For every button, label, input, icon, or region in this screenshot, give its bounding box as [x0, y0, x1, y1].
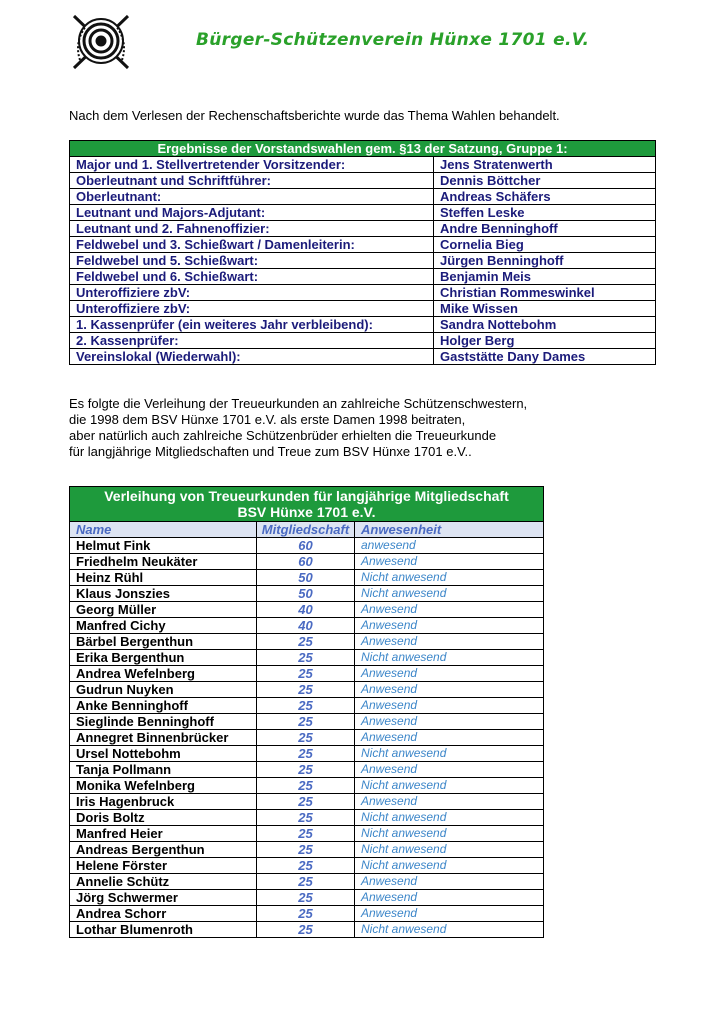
honors-table-row	[70, 602, 544, 618]
board-table-row	[70, 317, 656, 333]
honors-table-row	[70, 682, 544, 698]
member-name: Bärbel Bergenthun	[70, 634, 257, 650]
honors-table-row	[70, 698, 544, 714]
member-name: Manfred Heier	[70, 826, 257, 842]
member-name: Lothar Blumenroth	[70, 922, 257, 938]
membership-years: 40	[257, 618, 355, 634]
board-person: Jürgen Benninghoff	[434, 253, 656, 269]
board-table-row	[70, 285, 656, 301]
board-person: Mike Wissen	[434, 301, 656, 317]
attendance-status: Anwesend	[355, 602, 544, 618]
board-table-row	[70, 189, 656, 205]
member-name: Jörg Schwermer	[70, 890, 257, 906]
membership-years: 50	[257, 570, 355, 586]
honors-table-row	[70, 778, 544, 794]
board-person: Christian Rommeswinkel	[434, 285, 656, 301]
attendance-status: Anwesend	[355, 906, 544, 922]
membership-years: 25	[257, 682, 355, 698]
board-role: Oberleutnant:	[70, 189, 434, 205]
membership-years: 25	[257, 794, 355, 810]
honors-table-row	[70, 762, 544, 778]
honors-table-row	[70, 810, 544, 826]
attendance-status: Anwesend	[355, 618, 544, 634]
membership-years: 60	[257, 538, 355, 554]
board-table-row	[70, 173, 656, 189]
member-name: Andrea Schorr	[70, 906, 257, 922]
board-role: Oberleutnant und Schriftführer:	[70, 173, 434, 189]
member-name: Ursel Nottebohm	[70, 746, 257, 762]
honors-table-title	[70, 487, 544, 522]
board-table-header	[70, 141, 656, 157]
membership-years: 25	[257, 922, 355, 938]
attendance-status: Nicht anwesend	[355, 810, 544, 826]
member-name: Tanja Pollmann	[70, 762, 257, 778]
second-text-line: die 1998 dem BSV Hünxe 1701 e.V. als erste Damen 1998 beitraten,	[69, 412, 466, 427]
attendance-status: Anwesend	[355, 554, 544, 570]
column-header-attendance: Anwesenheit	[355, 522, 544, 538]
honors-column-headers	[70, 522, 544, 538]
attendance-status: Nicht anwesend	[355, 826, 544, 842]
second-text-line: Es folgte die Verleihung der Treueurkunden an zahlreiche Schützenschwestern,	[69, 396, 528, 411]
member-name: Anke Benninghoff	[70, 698, 257, 714]
attendance-status: Nicht anwesend	[355, 858, 544, 874]
honors-table-row	[70, 890, 544, 906]
attendance-status: Nicht anwesend	[355, 570, 544, 586]
attendance-status: Anwesend	[355, 794, 544, 810]
board-person: Holger Berg	[434, 333, 656, 349]
attendance-status: Anwesend	[355, 714, 544, 730]
member-name: Manfred Cichy	[70, 618, 257, 634]
board-role: Feldwebel und 5. Schießwart:	[70, 253, 434, 269]
board-person: Sandra Nottebohm	[434, 317, 656, 333]
board-role: 2. Kassenprüfer:	[70, 333, 434, 349]
honors-table-row	[70, 554, 544, 570]
membership-years: 25	[257, 906, 355, 922]
member-name: Sieglinde Benninghoff	[70, 714, 257, 730]
member-name: Iris Hagenbruck	[70, 794, 257, 810]
membership-years: 25	[257, 634, 355, 650]
honors-table	[69, 486, 544, 938]
board-role: Feldwebel und 6. Schießwart:	[70, 269, 434, 285]
board-role: 1. Kassenprüfer (ein weiteres Jahr verbleibend):	[70, 317, 434, 333]
attendance-status: Anwesend	[355, 762, 544, 778]
membership-years: 60	[257, 554, 355, 570]
membership-years: 50	[257, 586, 355, 602]
attendance-status: Anwesend	[355, 666, 544, 682]
membership-years: 25	[257, 666, 355, 682]
honors-table-row	[70, 570, 544, 586]
member-name: Annelie Schütz	[70, 874, 257, 890]
second-text	[69, 396, 527, 460]
membership-years: 25	[257, 714, 355, 730]
membership-years: 25	[257, 698, 355, 714]
board-person: Gaststätte Dany Dames	[434, 349, 656, 365]
member-name: Andreas Bergenthun	[70, 842, 257, 858]
honors-table-row	[70, 842, 544, 858]
board-table-row	[70, 349, 656, 365]
member-name: Helmut Fink	[70, 538, 257, 554]
intro-text: Nach dem Verlesen der Rechenschaftsberichte wurde das Thema Wahlen behandelt.	[69, 108, 560, 123]
attendance-status: anwesend	[355, 538, 544, 554]
honors-table-row	[70, 650, 544, 666]
membership-years: 25	[257, 890, 355, 906]
membership-years: 25	[257, 730, 355, 746]
club-emblem-icon	[70, 10, 132, 72]
attendance-status: Nicht anwesend	[355, 842, 544, 858]
board-table-row	[70, 253, 656, 269]
honors-table-row	[70, 666, 544, 682]
honors-table-row	[70, 746, 544, 762]
membership-years: 25	[257, 762, 355, 778]
honors-table-row	[70, 634, 544, 650]
board-table-row	[70, 333, 656, 349]
membership-years: 40	[257, 602, 355, 618]
attendance-status: Anwesend	[355, 874, 544, 890]
honors-table-row	[70, 730, 544, 746]
board-person: Benjamin Meis	[434, 269, 656, 285]
attendance-status: Nicht anwesend	[355, 922, 544, 938]
board-election-table	[69, 140, 656, 365]
board-role: Vereinslokal (Wiederwahl):	[70, 349, 434, 365]
board-table-row	[70, 237, 656, 253]
membership-years: 25	[257, 746, 355, 762]
second-text-line: für langjährige Mitgliedschaften und Treue zum BSV Hünxe 1701 e.V..	[69, 444, 472, 459]
board-role: Unteroffiziere zbV:	[70, 285, 434, 301]
member-name: Doris Boltz	[70, 810, 257, 826]
club-title: Bürger-Schützenverein Hünxe 1701 e.V.	[196, 30, 590, 50]
board-role: Unteroffiziere zbV:	[70, 301, 434, 317]
honors-table-row	[70, 794, 544, 810]
honors-table-header	[70, 487, 544, 522]
member-name: Heinz Rühl	[70, 570, 257, 586]
honors-table-row	[70, 922, 544, 938]
board-table-row	[70, 301, 656, 317]
column-header-name: Name	[70, 522, 257, 538]
membership-years: 25	[257, 810, 355, 826]
attendance-status: Anwesend	[355, 682, 544, 698]
board-role: Leutnant und 2. Fahnenoffizier:	[70, 221, 434, 237]
honors-table-row	[70, 538, 544, 554]
member-name: Gudrun Nuyken	[70, 682, 257, 698]
member-name: Georg Müller	[70, 602, 257, 618]
member-name: Helene Förster	[70, 858, 257, 874]
attendance-status: Anwesend	[355, 730, 544, 746]
member-name: Erika Bergenthun	[70, 650, 257, 666]
honors-table-row	[70, 826, 544, 842]
honors-table-row	[70, 618, 544, 634]
honors-title-line1: Verleihung von Treueurkunden für langjährige Mitgliedschaft	[104, 488, 509, 504]
attendance-status: Nicht anwesend	[355, 778, 544, 794]
honors-table-row	[70, 874, 544, 890]
column-header-membership: Mitgliedschaft	[257, 522, 355, 538]
honors-table-row	[70, 858, 544, 874]
member-name: Klaus Jonszies	[70, 586, 257, 602]
board-role: Feldwebel und 3. Schießwart / Damenleiterin:	[70, 237, 434, 253]
board-person: Dennis Böttcher	[434, 173, 656, 189]
membership-years: 25	[257, 778, 355, 794]
board-role: Leutnant und Majors-Adjutant:	[70, 205, 434, 221]
board-role: Major und 1. Stellvertretender Vorsitzender:	[70, 157, 434, 173]
attendance-status: Nicht anwesend	[355, 586, 544, 602]
board-table-title: Ergebnisse der Vorstandswahlen gem. §13 der Satzung, Gruppe 1:	[70, 141, 656, 157]
member-name: Andrea Wefelnberg	[70, 666, 257, 682]
board-person: Jens Stratenwerth	[434, 157, 656, 173]
attendance-status: Nicht anwesend	[355, 746, 544, 762]
attendance-status: Nicht anwesend	[355, 650, 544, 666]
member-name: Annegret Binnenbrücker	[70, 730, 257, 746]
board-table-row	[70, 205, 656, 221]
membership-years: 25	[257, 826, 355, 842]
membership-years: 25	[257, 858, 355, 874]
board-table-row	[70, 157, 656, 173]
attendance-status: Anwesend	[355, 890, 544, 906]
board-table-row	[70, 269, 656, 285]
board-person: Andreas Schäfers	[434, 189, 656, 205]
board-person: Steffen Leske	[434, 205, 656, 221]
attendance-status: Anwesend	[355, 698, 544, 714]
board-person: Andre Benninghoff	[434, 221, 656, 237]
membership-years: 25	[257, 874, 355, 890]
member-name: Monika Wefelnberg	[70, 778, 257, 794]
board-person: Cornelia Bieg	[434, 237, 656, 253]
honors-table-row	[70, 906, 544, 922]
attendance-status: Anwesend	[355, 634, 544, 650]
membership-years: 25	[257, 842, 355, 858]
board-table-row	[70, 221, 656, 237]
membership-years: 25	[257, 650, 355, 666]
member-name: Friedhelm Neukäter	[70, 554, 257, 570]
honors-table-row	[70, 586, 544, 602]
honors-table-row	[70, 714, 544, 730]
second-text-line: aber natürlich auch zahlreiche Schützenbrüder erhielten die Treueurkunde	[69, 428, 497, 443]
honors-title-line2: BSV Hünxe 1701 e.V.	[237, 504, 376, 520]
